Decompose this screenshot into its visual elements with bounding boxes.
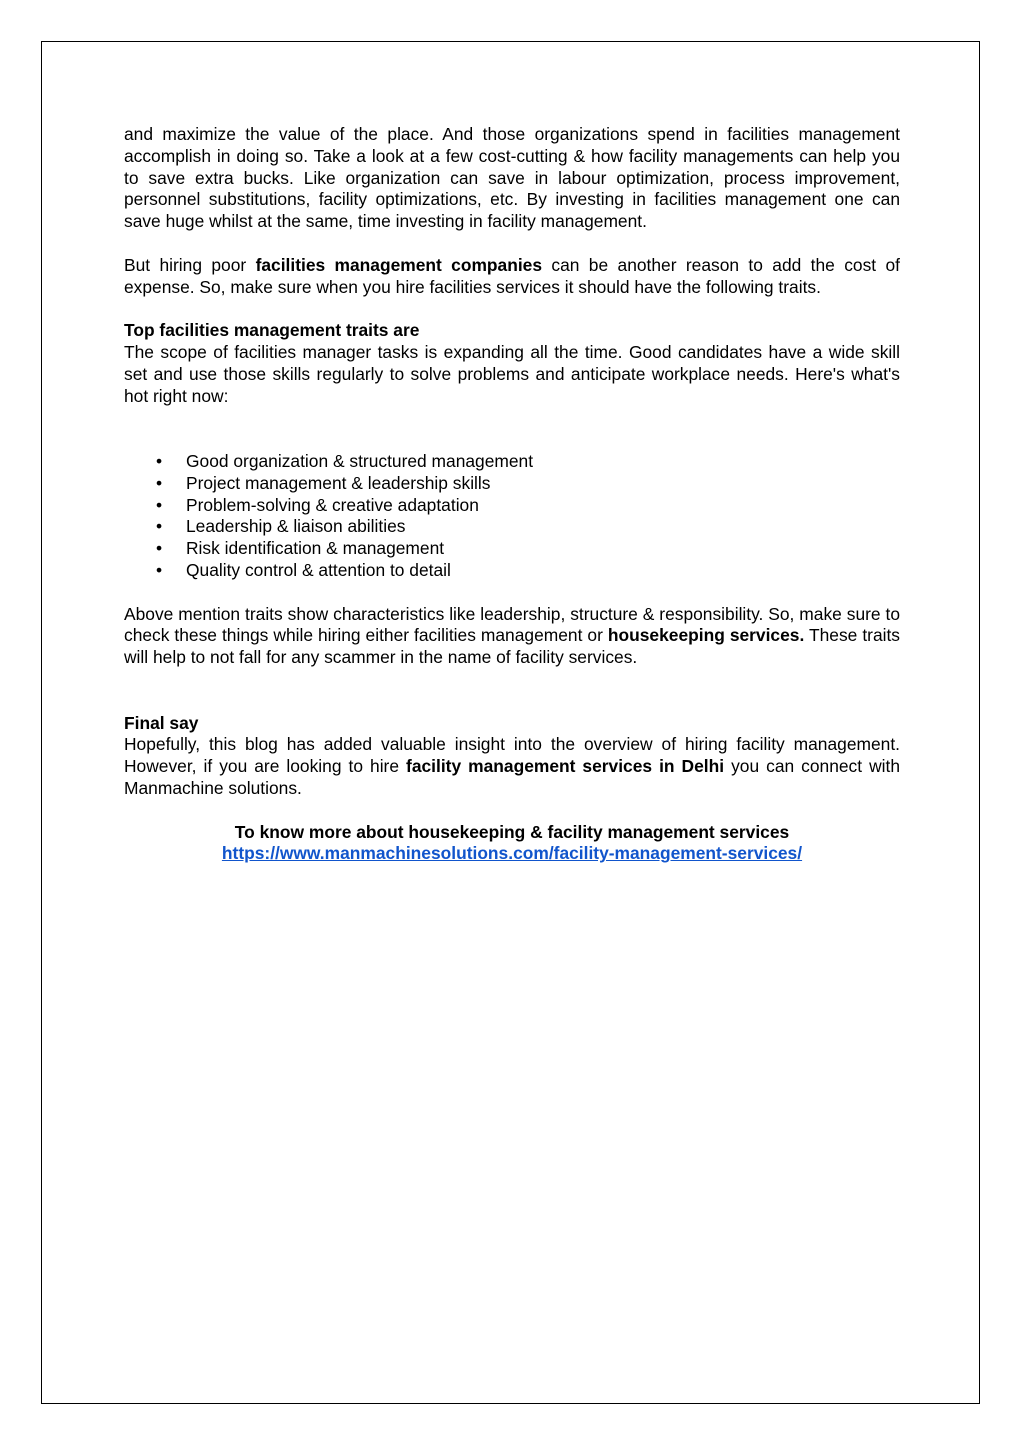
hiring-text-post: can be another reason to add the cost of expense. So, make sure when you hire facilities services it should have the following traits. — [124, 254, 900, 297]
list-item — [124, 451, 900, 473]
traits-heading: Top facilities management traits are — [124, 320, 420, 341]
spacer — [124, 582, 900, 604]
spacer — [124, 407, 900, 451]
summary-paragraph — [124, 604, 900, 669]
final-text-pre: Hopefully, this blog has added valuable insight into the overview of hiring facility management. However, if you are looking to hire — [124, 734, 900, 777]
list-item — [124, 516, 900, 538]
final-paragraph — [124, 734, 900, 799]
spacer — [124, 233, 900, 255]
final-text-post: you can connect with Manmachine solutions. — [124, 756, 901, 798]
bullet-icon: • — [156, 494, 163, 515]
list-item — [124, 473, 900, 495]
bullet-icon: • — [156, 516, 163, 537]
list-item-label: Good organization & structured management — [186, 450, 534, 471]
list-item-label: Leadership & liaison abilities — [186, 516, 406, 537]
intro-paragraph: and maximize the value of the place. And those organizations spend in facilities management accomplish in doing so. Take a look at a few cost-cutting & how facility managements can help you to save extra bucks. Like organization can save in labour optimization, process improvement, personnel substitutions, facility optimizations, etc. By investing in facilities management one can save huge whilst at the same, time investing in facility management. — [124, 124, 900, 232]
bullet-icon: • — [156, 450, 163, 471]
hiring-keyword: facilities management companies — [255, 254, 543, 275]
list-item — [124, 538, 900, 560]
cta-title: To know more about housekeeping & facility management services — [234, 821, 790, 842]
spacer — [124, 298, 900, 320]
list-item-label: Project management & leadership skills — [186, 472, 491, 493]
list-item — [124, 495, 900, 517]
summary-keyword: housekeeping services. — [607, 625, 805, 646]
hiring-text-pre: But hiring poor — [124, 254, 256, 275]
traits-intro-paragraph: The scope of facilities manager tasks is expanding all the time. Good candidates have a wide skill set and use those skills regularly to solve problems and anticipate workplace needs. Here's what's hot right now: — [124, 341, 900, 406]
list-item-label: Quality control & attention to detail — [186, 559, 451, 580]
final-keyword: facility management services in Delhi — [406, 756, 725, 777]
bullet-icon: • — [156, 538, 163, 559]
traits-list — [124, 451, 900, 582]
list-item — [124, 560, 900, 582]
spacer — [124, 800, 900, 822]
document-body — [124, 124, 900, 865]
spacer — [124, 669, 900, 713]
cta-link[interactable]: https://www.manmachinesolutions.com/facility-management-services/ — [221, 843, 803, 864]
list-item-label: Problem-solving & creative adaptation — [186, 494, 479, 515]
summary-text-pre: Above mention traits show characteristics like leadership, structure & responsibility. So, make sure to check these things while hiring either facilities management or — [124, 603, 900, 646]
summary-text-post: These traits will help to not fall for any scammer in the name of facility services. — [124, 625, 901, 668]
list-item-label: Risk identification & management — [186, 538, 445, 559]
final-heading: Final say — [124, 712, 199, 733]
hiring-paragraph — [124, 255, 900, 299]
bullet-icon: • — [156, 472, 163, 493]
bullet-icon: • — [156, 559, 163, 580]
